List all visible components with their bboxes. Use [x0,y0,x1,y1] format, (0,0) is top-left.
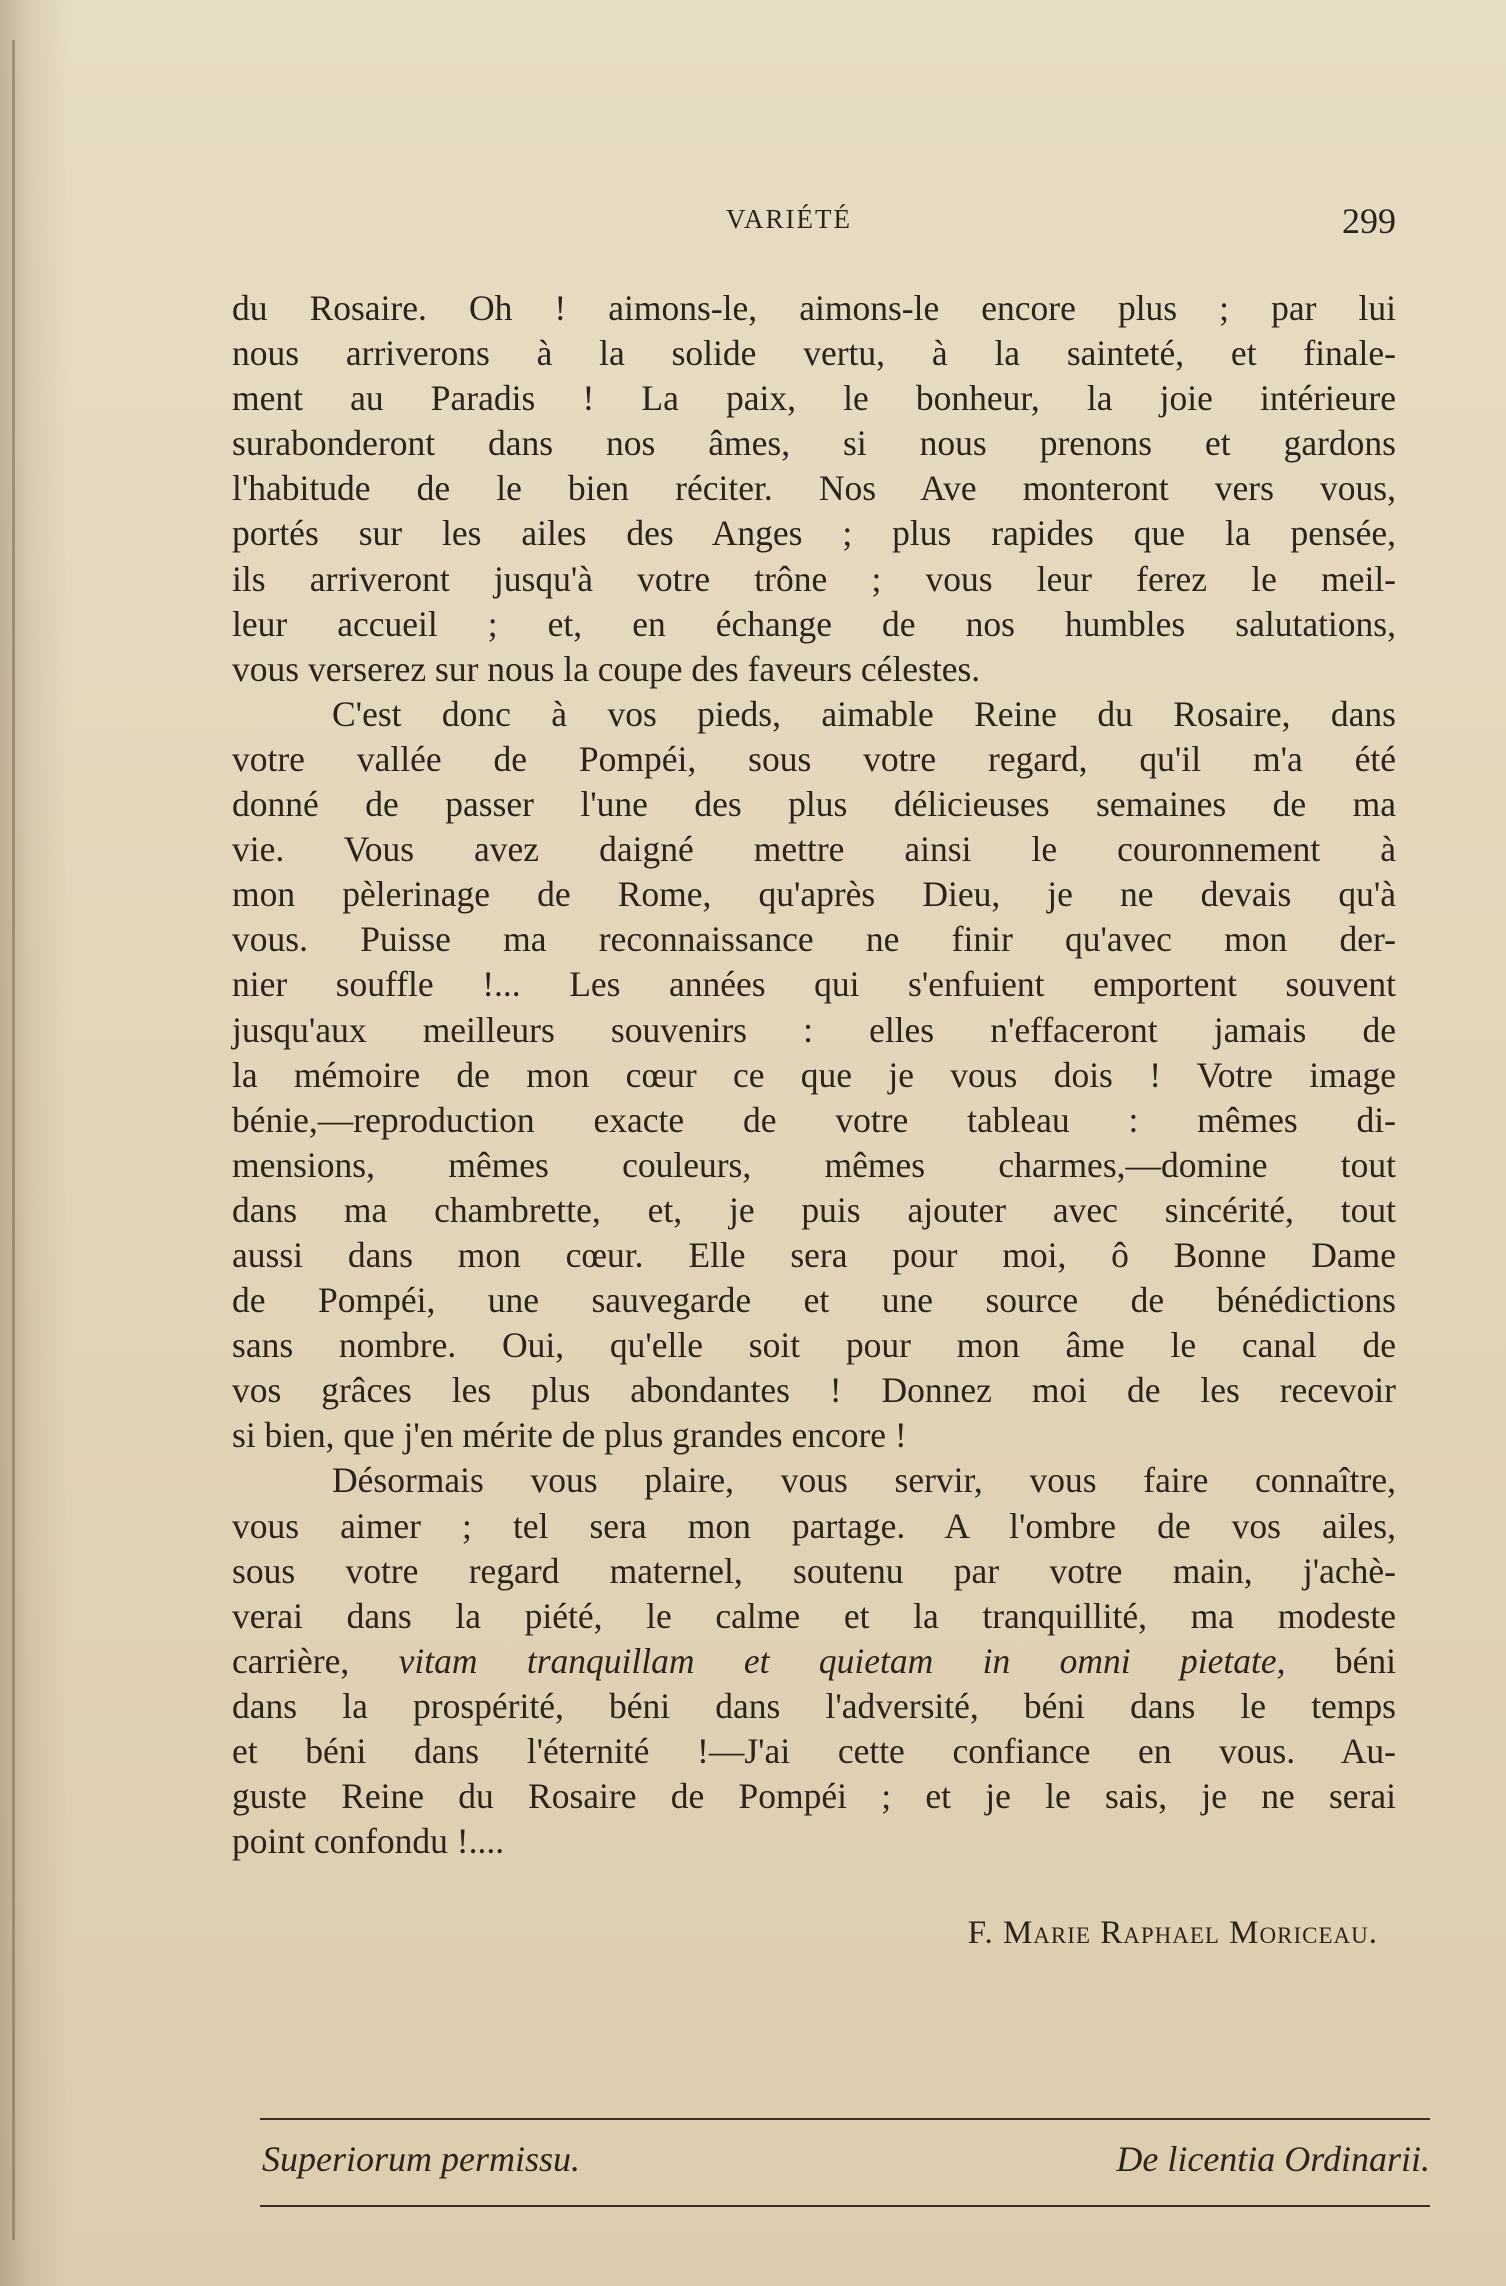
text-line: vous aimer ; tel sera mon partage. A l'ombre de vos ailes, [232,1505,1396,1546]
text-line: dans la prospérité, béni dans l'adversité, béni dans le temps [232,1685,1396,1726]
text-line: ment au Paradis ! La paix, le bonheur, la joie intérieure [232,378,1396,419]
text-line: nous arriverons à la solide vertu, à la sainteté, et finale- [232,333,1396,374]
text-line: guste Reine du Rosaire de Pompéi ; et je le sais, je ne serai [232,1776,1396,1817]
text-line: leur accueil ; et, en échange de nos humbles salutations, [232,603,1396,644]
text-segment: carrière, [232,1640,350,1681]
text-line: vos grâces les plus abondantes ! Donnez moi de les recevoir [232,1370,1396,1411]
text-line: C'est donc à vos pieds, aimable Reine du Rosaire, dans [332,693,1396,734]
page-number: 299 [1342,201,1396,241]
text-line: bénie,—reproduction exacte de votre tableau : mêmes di- [232,1099,1396,1140]
text-line: du Rosaire. Oh ! aimons-le, aimons-le encore plus ; par lui [232,288,1396,328]
text-line: et béni dans l'éternité !—J'ai cette confiance en vous. Au- [232,1731,1396,1771]
footer-left-text: Superiorum permissu. [262,2139,581,2179]
text-segment: béni [1334,1640,1397,1681]
footer-right-text: De licentia Ordinarii. [1116,2139,1430,2179]
text-line: vie. Vous avez daigné mettre ainsi le couronnement à [232,829,1396,870]
text-line: sans nombre. Oui, qu'elle soit pour mon âme le canal de [232,1325,1396,1366]
author-signature: F. Marie Raphael Moriceau. [967,1915,1378,1951]
body-text [232,286,1396,1864]
running-title: VARIÉTÉ [726,204,852,234]
footer-rule-top [260,2118,1430,2120]
text-line: verai dans la piété, le calme et la tranquillité, ma modeste [232,1595,1396,1636]
text-line: sous votre regard maternel, soutenu par votre main, j'achè- [232,1550,1396,1591]
text-line: vous verserez sur nous la coupe des faveurs célestes. [232,648,981,689]
text-line: de Pompéi, une sauvegarde et une source de bénédictions [232,1280,1396,1321]
text-line: nier souffle !... Les années qui s'enfuient emportent souvent [232,964,1396,1005]
text-line: mensions, mêmes couleurs, mêmes charmes,—domine tout [232,1144,1396,1185]
text-line: la mémoire de mon cœur ce que je vous dois ! Votre image [232,1054,1396,1095]
text-line: Désormais vous plaire, vous servir, vous faire connaître, [332,1460,1396,1501]
text-line: donné de passer l'une des plus délicieuses semaines de ma [232,784,1396,825]
footer-rule-bottom [260,2205,1430,2207]
running-head [230,200,1400,240]
text-line: portés sur les ailes des Anges ; plus rapides que la pensée, [232,513,1396,554]
text-line-with-latin [232,1639,1396,1684]
text-line: aussi dans mon cœur. Elle sera pour moi, ô Bonne Dame [232,1234,1396,1275]
text-line: si bien, que j'en mérite de plus grandes encore ! [232,1415,907,1456]
binding-gutter [12,40,15,2240]
imprimatur-footer [262,2138,1430,2188]
text-line: mon pèlerinage de Rome, qu'après Dieu, je ne devais qu'à [232,874,1396,915]
text-line: point confondu !.... [232,1821,505,1862]
text-line: surabonderont dans nos âmes, si nous prenons et gardons [232,423,1396,464]
text-line: vous. Puisse ma reconnaissance ne finir qu'avec mon der- [232,919,1396,960]
text-line: dans ma chambrette, et, je puis ajouter avec sincérité, tout [232,1189,1396,1230]
text-line: ils arriveront jusqu'à votre trône ; vous leur ferez le meil- [232,558,1396,599]
text-line: l'habitude de le bien réciter. Nos Ave monteront vers vous, [232,468,1396,509]
latin-quote: vitam tranquillam et quietam in omni pietate, [398,1640,1286,1681]
text-line: votre vallée de Pompéi, sous votre regard, qu'il m'a été [232,738,1396,779]
text-line: jusqu'aux meilleurs souvenirs : elles n'effaceront jamais de [232,1009,1396,1050]
